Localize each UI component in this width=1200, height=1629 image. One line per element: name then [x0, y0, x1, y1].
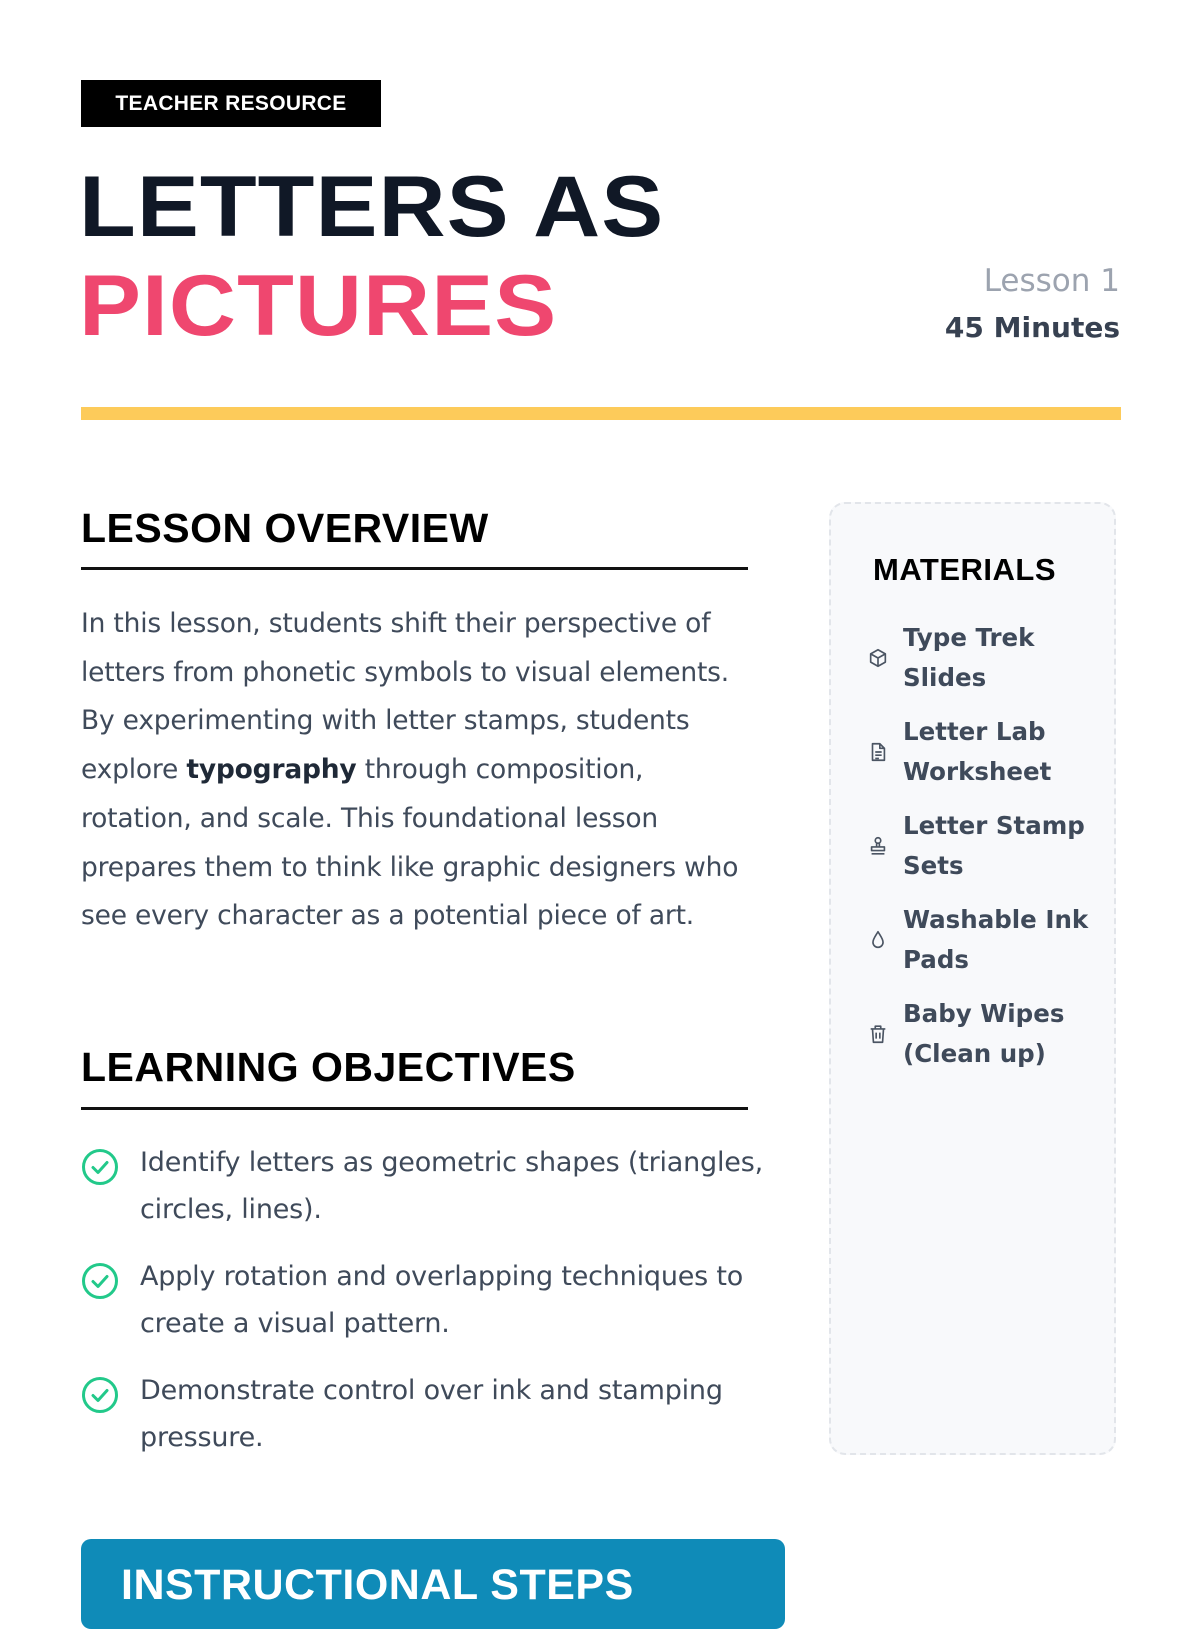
overview-bold-term: typography [186, 754, 357, 786]
instructional-steps-header[interactable]: INSTRUCTIONAL STEPS [81, 1539, 785, 1629]
material-item [867, 712, 1097, 792]
objective-text: Apply rotation and overlapping techniques to create a visual pattern. [140, 1261, 744, 1339]
material-label: Type Trek Slides [903, 623, 1035, 692]
stamp-icon [867, 835, 889, 857]
objective-text: Demonstrate control over ink and stamping pressure. [140, 1375, 723, 1453]
material-label: Letter Lab Worksheet [903, 717, 1052, 786]
objectives-heading: LEARNING OBJECTIVES [81, 1044, 576, 1090]
document-icon [867, 741, 889, 763]
objective-item [81, 1368, 771, 1461]
objective-item [81, 1140, 771, 1233]
overview-heading: LESSON OVERVIEW [81, 505, 489, 551]
lesson-duration: 45 Minutes [944, 311, 1120, 344]
overview-paragraph [81, 600, 756, 941]
material-item [867, 994, 1097, 1074]
material-label: Baby Wipes (Clean up) [903, 999, 1065, 1068]
objective-text: Identify letters as geometric shapes (triangles, circles, lines). [140, 1147, 763, 1225]
material-item [867, 618, 1097, 698]
check-circle-icon [81, 1262, 119, 1300]
check-circle-icon [81, 1148, 119, 1186]
overview-heading-rule [81, 567, 748, 570]
objective-item [81, 1254, 771, 1347]
material-label: Letter Stamp Sets [903, 811, 1085, 880]
droplet-icon [867, 929, 889, 951]
cube-icon [867, 647, 889, 669]
materials-list [867, 618, 1097, 1088]
teacher-resource-badge: TEACHER RESOURCE [81, 80, 381, 127]
material-label: Washable Ink Pads [903, 905, 1089, 974]
header-divider [81, 407, 1121, 420]
materials-panel [829, 502, 1116, 1455]
overview-text-1: In this lesson, students shift their perspective of letters from phonetic symbols to visual elements. By experimenting with letter stamps, students explore [81, 608, 729, 786]
lesson-title-line-1: LETTERS AS [79, 159, 665, 255]
objectives-heading-rule [81, 1107, 748, 1110]
check-circle-icon [81, 1376, 119, 1414]
lesson-number: Lesson 1 [983, 263, 1120, 299]
materials-heading: MATERIALS [873, 552, 1057, 587]
objectives-list [81, 1140, 771, 1482]
material-item [867, 900, 1097, 980]
lesson-title-line-2: PICTURES [79, 258, 558, 354]
trash-icon [867, 1023, 889, 1045]
material-item [867, 806, 1097, 886]
overview-text-2: through composition, rotation, and scale. This foundational lesson prepares them to think like graphic designers who see every character as a potential piece of art. [81, 754, 739, 932]
